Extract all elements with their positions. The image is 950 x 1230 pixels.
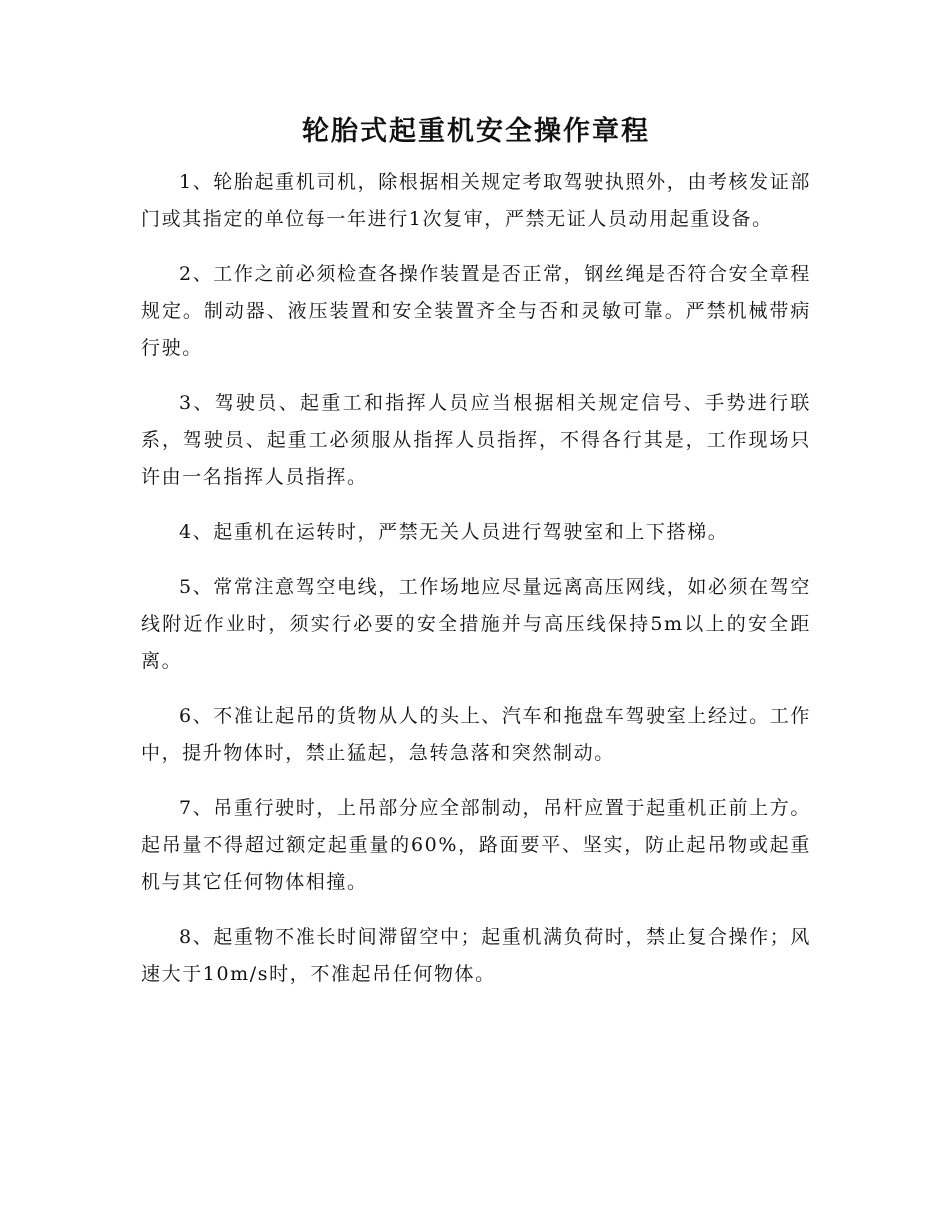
document-title: 轮胎式起重机安全操作章程 (302, 116, 650, 147)
paragraph-6: 6、不准让起吊的货物从人的头上、汽车和拖盘车驾驶室上经过。工作中，提升物体时，禁止猛起，急转急落和突然制动。 (141, 705, 811, 764)
document-body (141, 110, 811, 1011)
paragraph-8: 8、起重物不准长时间滞留空中；起重机满负荷时，禁止复合操作；风速大于10m/s时，不准起吊任何物体。 (141, 926, 811, 985)
paragraph-7: 7、吊重行驶时，上吊部分应全部制动，吊杆应置于起重机正前上方。起吊量不得超过额定起重量的60%，路面要平、坚实，防止起吊物或起重机与其它任何物体相撞。 (141, 797, 811, 893)
paragraph-4: 4、起重机在运转时，严禁无关人员进行驾驶室和上下搭梯。 (179, 521, 729, 543)
paragraph-1: 1、轮胎起重机司机，除根据相关规定考取驾驶执照外，由考核发证部门或其指定的单位每一年进行1次复审，严禁无证人员动用起重设备。 (141, 171, 811, 230)
paragraph-5: 5、常常注意驾空电线，工作场地应尽量远离高压网线，如必须在驾空线附近作业时，须实行必要的安全措施并与高压线保持5m以上的安全距离。 (141, 576, 811, 672)
paragraph-3: 3、驾驶员、起重工和指挥人员应当根据相关规定信号、手势进行联系，驾驶员、起重工必须服从指挥人员指挥，不得各行其是，工作现场只许由一名指挥人员指挥。 (141, 392, 811, 488)
paragraph-2: 2、工作之前必须检查各操作装置是否正常，钢丝绳是否符合安全章程规定。制动器、液压装置和安全装置齐全与否和灵敏可靠。严禁机械带病行驶。 (141, 263, 811, 359)
